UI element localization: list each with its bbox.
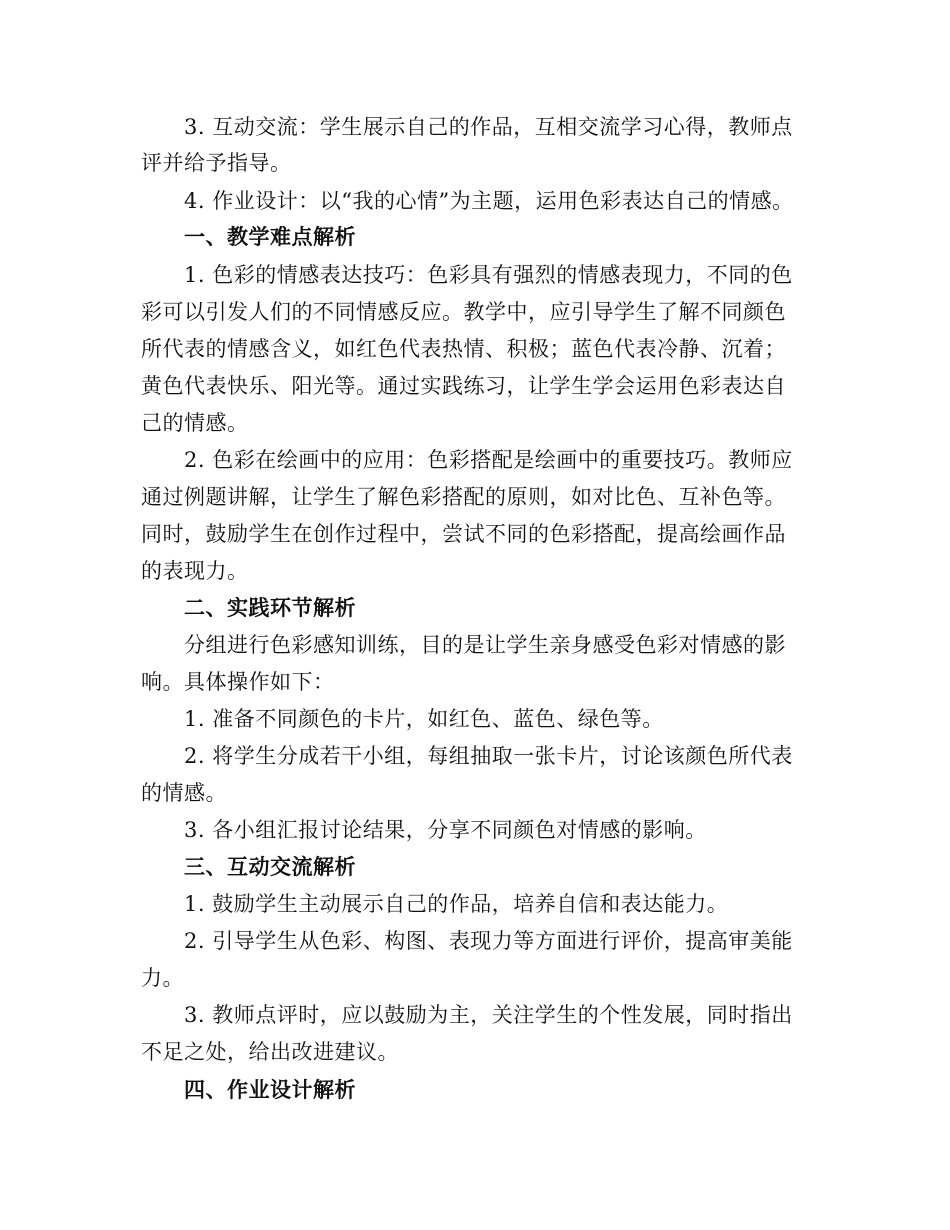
paragraph-line: 通过例题讲解，让学生了解色彩搭配的原则，如对比色、互补色等。	[141, 485, 786, 509]
paragraph-line: 评并给予指导。	[141, 151, 292, 175]
paragraph-line: 3. 各小组汇报讨论结果，分享不同颜色对情感的影响。	[184, 818, 707, 842]
paragraph-line: 3. 教师点评时，应以鼓励为主，关注学生的个性发展，同时指出	[184, 1003, 793, 1027]
section-heading: 二、实践环节解析	[184, 595, 356, 620]
paragraph-line: 分组进行色彩感知训练，目的是让学生亲身感受色彩对情感的影	[184, 633, 786, 657]
paragraph-line: 彩可以引发人们的不同情感反应。教学中，应引导学生了解不同颜色	[141, 300, 786, 324]
paragraph-line: 黄色代表快乐、阳光等。通过实践练习，让学生学会运用色彩表达自	[141, 374, 786, 398]
section-heading: 三、互动交流解析	[184, 854, 356, 879]
paragraph-line: 1. 色彩的情感表达技巧：色彩具有强烈的情感表现力，不同的色	[184, 263, 793, 287]
paragraph-line: 3. 互动交流：学生展示自己的作品，互相交流学习心得，教师点	[184, 115, 793, 139]
paragraph-line: 不足之处，给出改进建议。	[141, 1040, 399, 1064]
section-heading: 一、教学难点解析	[184, 224, 356, 249]
paragraph-line: 己的情感。	[141, 411, 249, 435]
paragraph-line: 的情感。	[141, 781, 227, 805]
paragraph-line: 力。	[141, 966, 184, 990]
paragraph-line: 1. 准备不同颜色的卡片，如红色、蓝色、绿色等。	[184, 707, 664, 731]
paragraph-line: 所代表的情感含义，如红色代表热情、积极；蓝色代表冷静、沉着；	[141, 337, 786, 361]
paragraph-line: 1. 鼓励学生主动展示自己的作品，培养自信和表达能力。	[184, 892, 729, 916]
section-heading: 四、作业设计解析	[184, 1077, 356, 1102]
paragraph-line: 同时，鼓励学生在创作过程中，尝试不同的色彩搭配，提高绘画作品	[141, 522, 786, 546]
paragraph-line: 响。具体操作如下：	[141, 670, 335, 694]
paragraph-line: 2. 将学生分成若干小组，每组抽取一张卡片，讨论该颜色所代表	[184, 744, 793, 768]
paragraph-line: 2. 色彩在绘画中的应用：色彩搭配是绘画中的重要技巧。教师应	[184, 448, 793, 472]
paragraph-line: 2. 引导学生从色彩、构图、表现力等方面进行评价，提高审美能	[184, 929, 793, 953]
paragraph-line: 的表现力。	[141, 559, 249, 583]
paragraph-line: 4. 作业设计：以“我的心情”为主题，运用色彩表达自己的情感。	[184, 189, 794, 213]
